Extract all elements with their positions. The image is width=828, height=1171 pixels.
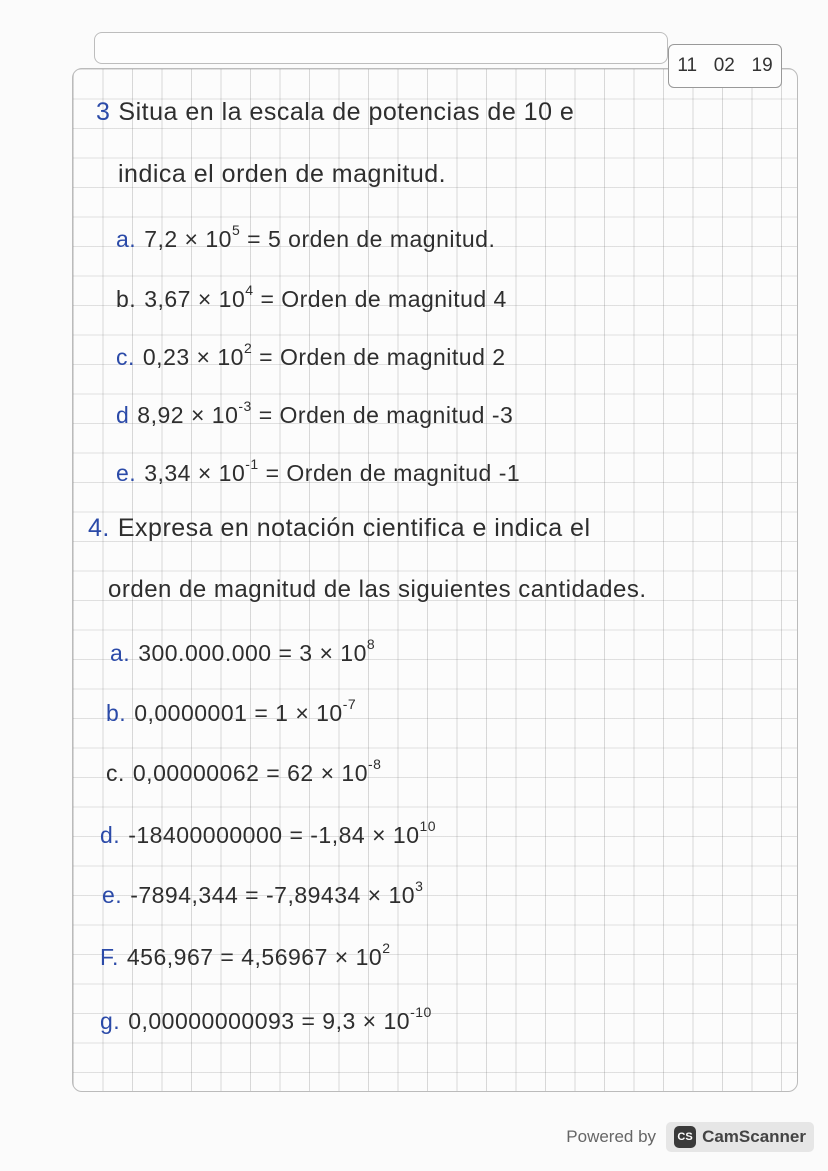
item-base: = 1 × 10 (254, 700, 343, 726)
powered-by-text: Powered by (566, 1127, 657, 1146)
item-exp: -10 (410, 1004, 432, 1020)
camscanner-watermark (566, 1122, 814, 1152)
section3-heading-line1 (96, 98, 574, 127)
item-label: b. (106, 700, 127, 726)
item-exp: 2 (382, 940, 391, 956)
item-exp: -7 (342, 696, 357, 712)
camscanner-logo-icon: CS (674, 1126, 696, 1148)
item-base: = -7,89434 × 10 (245, 882, 416, 908)
item-base: 3,34 × 10 (144, 460, 246, 486)
item-base: = 4,56967 × 10 (220, 944, 383, 970)
item-label: a. (110, 640, 131, 666)
item-exp: 3 (415, 878, 424, 894)
item-label: c. (106, 760, 125, 786)
item-base: 0,23 × 10 (142, 344, 244, 370)
list-item (100, 818, 436, 849)
item-base: 8,92 × 10 (137, 402, 239, 428)
list-item (116, 282, 507, 313)
item-base: = 3 × 10 (278, 640, 367, 666)
item-value: 0,0000001 (134, 700, 248, 726)
camscanner-brand: CamScanner (702, 1127, 806, 1146)
section3-heading-line2: indica el orden de magnitud. (118, 160, 447, 188)
item-value: 300.000.000 (138, 640, 272, 666)
section4-heading-line1 (88, 514, 591, 543)
item-label: d (116, 402, 130, 428)
item-label: e. (102, 882, 123, 908)
section3-number: 3 (96, 98, 111, 126)
item-label: a. (116, 226, 137, 252)
section3-text1: Situa en la escala de potencias de 10 e (118, 98, 575, 126)
section4-heading-line2: orden de magnitud de las siguientes cantidades. (108, 576, 647, 603)
list-item (102, 878, 423, 909)
item-exp: 8 (366, 636, 376, 652)
list-item (116, 340, 506, 371)
item-exp: 5 (231, 222, 241, 238)
item-exp: -8 (368, 756, 382, 772)
item-base: 7,2 × 10 (144, 226, 232, 252)
item-label: c. (116, 344, 135, 370)
item-value: 0,00000062 (132, 760, 260, 786)
date-box (668, 44, 782, 88)
item-result: = Orden de magnitud -1 (265, 460, 521, 486)
date-year: 19 (751, 55, 773, 76)
item-base: = 62 × 10 (266, 760, 368, 786)
item-label: d. (100, 822, 121, 848)
item-value: 456,967 (126, 944, 214, 970)
list-item (116, 222, 495, 253)
list-item (116, 456, 520, 487)
item-base: 3,67 × 10 (144, 286, 246, 312)
item-result: = Orden de magnitud 4 (260, 286, 507, 312)
item-result: = Orden de magnitud -3 (258, 402, 514, 428)
notebook-header-strip (94, 32, 668, 64)
item-base: = 9,3 × 10 (301, 1008, 411, 1034)
item-exp: 10 (419, 818, 437, 834)
item-result: = Orden de magnitud 2 (259, 344, 506, 370)
date-day: 11 (677, 55, 698, 76)
item-label: g. (100, 1008, 121, 1034)
camscanner-badge (666, 1122, 814, 1152)
item-result: = 5 orden de magnitud. (247, 226, 496, 252)
item-exp: 4 (245, 282, 254, 298)
section4-text1: Expresa en notación cientifica e indica el (117, 514, 591, 542)
item-value: 0,00000000093 (128, 1008, 295, 1034)
item-exp: -3 (238, 398, 252, 414)
item-value: -7894,344 (130, 882, 239, 908)
item-exp: 2 (243, 340, 253, 356)
list-item (116, 398, 513, 429)
item-label: b. (116, 286, 137, 312)
date-month: 02 (713, 55, 735, 76)
list-item (106, 696, 356, 727)
list-item (106, 756, 381, 787)
list-item (100, 940, 390, 971)
item-exp: -1 (245, 456, 259, 472)
list-item (110, 636, 375, 667)
item-value: -18400000000 (128, 822, 283, 848)
section4-number: 4. (88, 514, 110, 542)
list-item (100, 1004, 432, 1035)
item-label: F. (100, 944, 119, 970)
item-label: e. (116, 460, 137, 486)
item-base: = -1,84 × 10 (289, 822, 420, 848)
